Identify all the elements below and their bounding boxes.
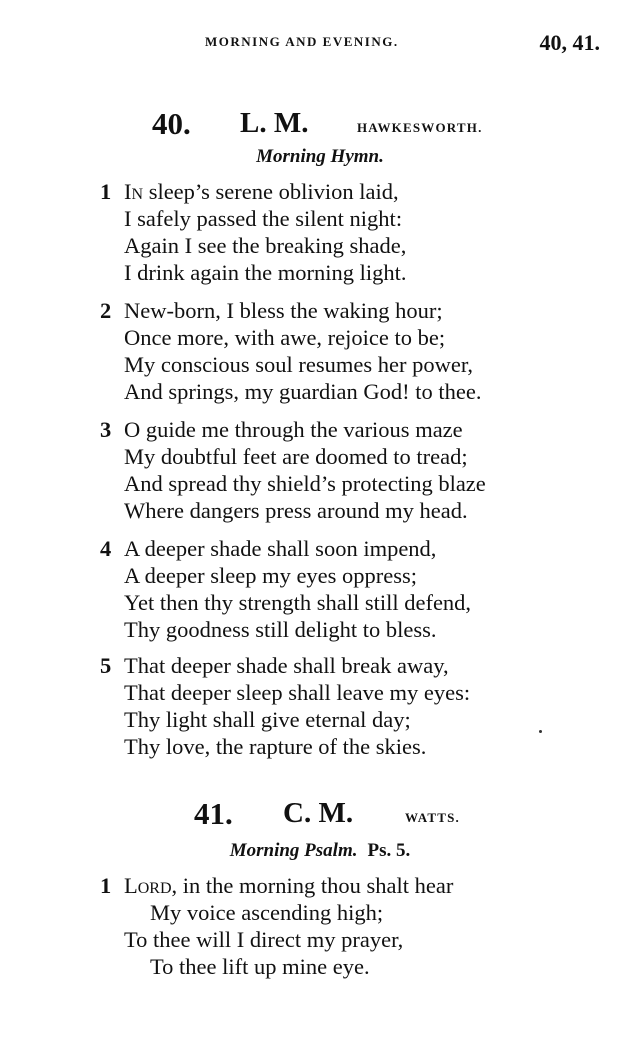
stanza-line [100,297,560,324]
stanza-line: That deeper sleep shall leave my eyes: [124,680,471,705]
hymn-40-heading [0,106,640,146]
hymn-author: WATTS. [405,810,461,825]
line-text: , in the morning thou shalt hear [171,873,454,898]
hymn-number: 40. [152,106,191,141]
stanza-line: Once more, with awe, rejoice to be; [124,325,446,350]
running-head [205,30,600,54]
stanza-line: A deeper sleep my eyes oppress; [124,563,418,588]
hymn-meter: L. M. [240,107,309,139]
stanza-line: Where dangers press around my head. [124,498,468,523]
verse-number: 1 [100,179,112,204]
verse-number: 4 [100,536,112,561]
line-text: New-born, I bless the waking hour; [124,298,443,323]
stanza-line: To thee will I direct my prayer, [124,927,404,952]
stanza-line: My doubtful feet are doomed to tread; [124,444,468,469]
stanza-line: Thy light shall give eternal day; [124,707,411,732]
line-text: O guide me through the various maze [124,417,463,442]
drop-lead-word: Lord [124,873,172,898]
verse-number: 5 [100,653,112,678]
hymn-meter: C. M. [283,797,354,829]
stanza-line: My voice ascending high; [150,900,384,925]
line-text: A deeper shade shall soon impend, [124,536,437,561]
stanza-line: Yet then thy strength shall still defend, [124,590,472,615]
stanza-line: Again I see the breaking shade, [124,233,407,258]
stanza-line: To thee lift up mine eye. [150,954,370,979]
line-text: That deeper shade shall break away, [124,653,449,678]
verse-number: 3 [100,417,112,442]
drop-lead-word: In [124,179,144,204]
hymn-41-stanza-1 [100,872,560,980]
stanza-line [100,872,560,899]
verse-number: 2 [100,298,112,323]
line-text: sleep’s serene oblivion laid, [143,179,399,204]
stanza-line [100,178,560,205]
stanza-line: And springs, my guardian God! to thee. [124,379,482,404]
psalm-reference: Ps. 5. [367,840,411,861]
stanza-line: My conscious soul resumes her power, [124,352,474,377]
hymn-40-stanza-3 [100,416,560,524]
hymn-41-subtitle [0,840,640,862]
stanza-line: And spread thy shield’s protecting blaze [124,471,486,496]
hymn-author: HAWKESWORTH. [357,120,483,135]
stanza-line: Thy love, the rapture of the skies. [124,734,427,759]
hymn-41-heading [0,796,640,836]
stanza-line: I safely passed the silent night: [124,206,403,231]
hymn-40-subtitle: Morning Hymn. [256,146,384,167]
hymn-number: 41. [194,796,233,831]
print-speck [539,730,542,733]
hymn-40-stanza-2 [100,297,560,405]
stanza-line [100,652,560,679]
stanza-line [100,535,560,562]
page-numbers: 40, 41. [539,30,600,55]
hymn-40-stanza-5 [100,652,560,760]
stanza-line: I drink again the morning light. [124,260,407,285]
hymn-40-stanza-4 [100,535,560,643]
stanza-line: Thy goodness still delight to bless. [124,617,437,642]
running-title: MORNING AND EVENING. [205,34,399,49]
verse-number: 1 [100,873,112,898]
subtitle-text: Morning Psalm. [229,840,358,861]
hymn-40-stanza-1 [100,178,560,286]
stanza-line [100,416,560,443]
